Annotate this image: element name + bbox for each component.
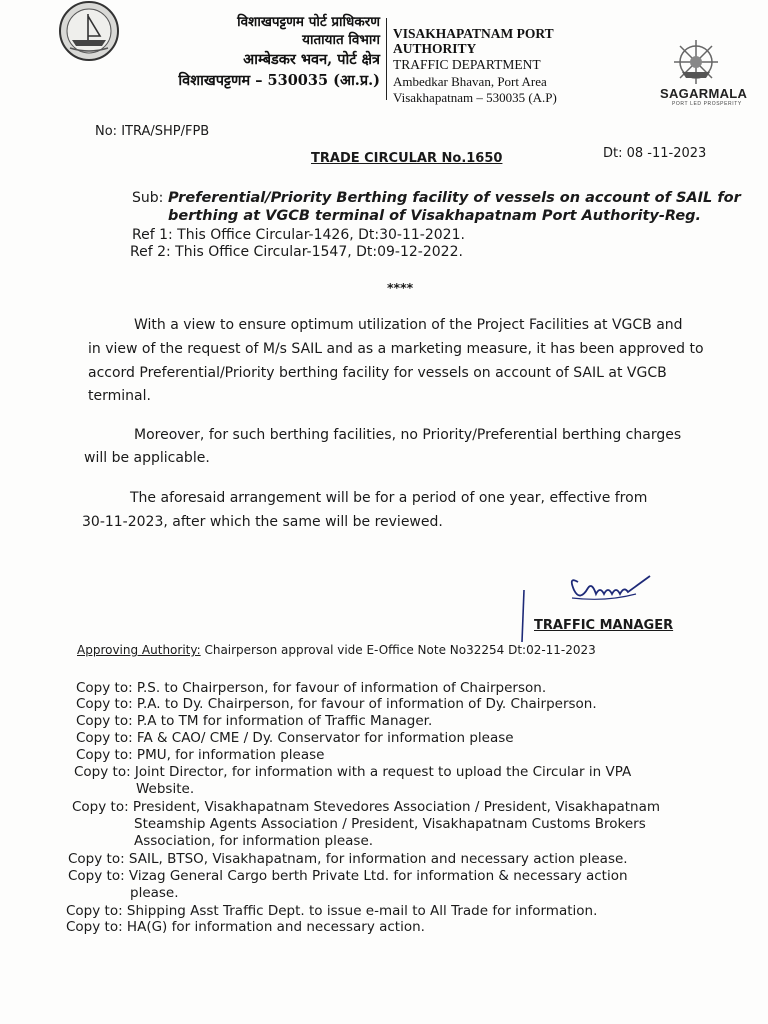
reference-1: Ref 1: This Office Circular-1426, Dt:30-11-2021. (132, 227, 465, 243)
header-english-line-5: Visakhapatnam – 530035 (A.P) (393, 90, 557, 105)
header-hindi-line-2: यातायात विभाग (302, 32, 380, 48)
reference-2: Ref 2: This Office Circular-1547, Dt:09-12-2022. (130, 244, 463, 260)
copy-to-7-line-1: Copy to: President, Visakhapatnam Stevedores Association / President, Visakhapatnam (72, 799, 661, 815)
subject-line-2: berthing at VGCB terminal of Visakhapatnam Port Authority-Reg. (168, 208, 702, 224)
paragraph-1-line-1: With a view to ensure optimum utilization of the Project Facilities at VGCB and (134, 317, 683, 333)
copy-to-8: Copy to: SAIL, BTSO, Visakhapatnam, for information and necessary action please. (68, 851, 628, 867)
header-hindi-line-3: आम्बेडकर भवन, पोर्ट क्षेत्र (243, 51, 380, 68)
header-english-line-2: AUTHORITY (393, 41, 477, 56)
header-divider (386, 18, 387, 100)
copy-to-9-line-2: please. (130, 885, 179, 901)
subject-label: Sub: (132, 190, 164, 206)
sagarmala-logo-icon (668, 38, 724, 88)
sagarmala-wordmark: SAGARMALA (660, 86, 748, 101)
header-english-line-4: Ambedkar Bhavan, Port Area (393, 74, 547, 89)
paragraph-3-line-2: 30-11-2023, after which the same will be reviewed. (82, 514, 443, 530)
header-hindi-line-4: विशाखपट्टणम – 530035 (आ.प्र.) (178, 72, 380, 89)
circular-title: TRADE CIRCULAR No.1650 (311, 151, 503, 166)
header-english-line-1: VISAKHAPATNAM PORT (393, 26, 554, 41)
copy-to-11: Copy to: HA(G) for information and necessary action. (66, 919, 425, 935)
approving-authority-label: Approving Authority: (77, 643, 201, 657)
copy-to-10: Copy to: Shipping Asst Traffic Dept. to issue e-mail to All Trade for information. (66, 903, 598, 919)
sagarmala-tagline: PORT LED PROSPERITY (672, 101, 742, 107)
copy-to-1: Copy to: P.S. to Chairperson, for favour of information of Chairperson. (76, 680, 547, 696)
circular-date: Dt: 08 -11-2023 (603, 146, 707, 161)
reference-number: No: ITRA/SHP/FPB (95, 124, 210, 139)
paragraph-3-line-1: The aforesaid arrangement will be for a period of one year, effective from (130, 490, 648, 506)
copy-to-5: Copy to: PMU, for information please (76, 747, 325, 763)
paragraph-2-line-1: Moreover, for such berthing facilities, no Priority/Preferential berthing charges (134, 427, 682, 443)
port-authority-emblem-icon (58, 0, 120, 62)
copy-to-6-line-2: Website. (136, 781, 195, 797)
header-hindi-line-1: विशाखपट्टणम पोर्ट प्राधिकरण (237, 14, 380, 30)
copy-to-7-line-3: Association, for information please. (134, 833, 374, 849)
copy-to-2: Copy to: P.A. to Dy. Chairperson, for favour of information of Dy. Chairperson. (76, 696, 597, 712)
copy-to-3: Copy to: P.A to TM for information of Traffic Manager. (76, 713, 433, 729)
paragraph-1-line-4: terminal. (88, 388, 151, 404)
approving-authority-text: Chairperson approval vide E-Office Note No32254 Dt:02-11-2023 (200, 643, 596, 657)
separator: **** (387, 280, 414, 295)
copy-to-7-line-2: Steamship Agents Association / President, Visakhapatnam Customs Brokers (134, 816, 646, 832)
signatory-title: TRAFFIC MANAGER (534, 618, 674, 633)
subject-line-1: Preferential/Priority Berthing facility of vessels on account of SAIL for (168, 190, 741, 206)
copy-to-6-line-1: Copy to: Joint Director, for information with a request to upload the Circular in VPA (74, 764, 632, 780)
header-english-line-3: TRAFFIC DEPARTMENT (393, 57, 541, 72)
copy-to-9-line-1: Copy to: Vizag General Cargo berth Private Ltd. for information & necessary action (68, 868, 628, 884)
paragraph-1-line-3: accord Preferential/Priority berthing facility for vessels on account of SAIL at VGCB (88, 365, 667, 381)
copy-to-4: Copy to: FA & CAO/ CME / Dy. Conservator for information please (76, 730, 514, 746)
approving-authority (77, 643, 596, 657)
paragraph-2-line-2: will be applicable. (84, 450, 210, 466)
paragraph-1-line-2: in view of the request of M/s SAIL and as a marketing measure, it has been approved to (88, 341, 704, 357)
